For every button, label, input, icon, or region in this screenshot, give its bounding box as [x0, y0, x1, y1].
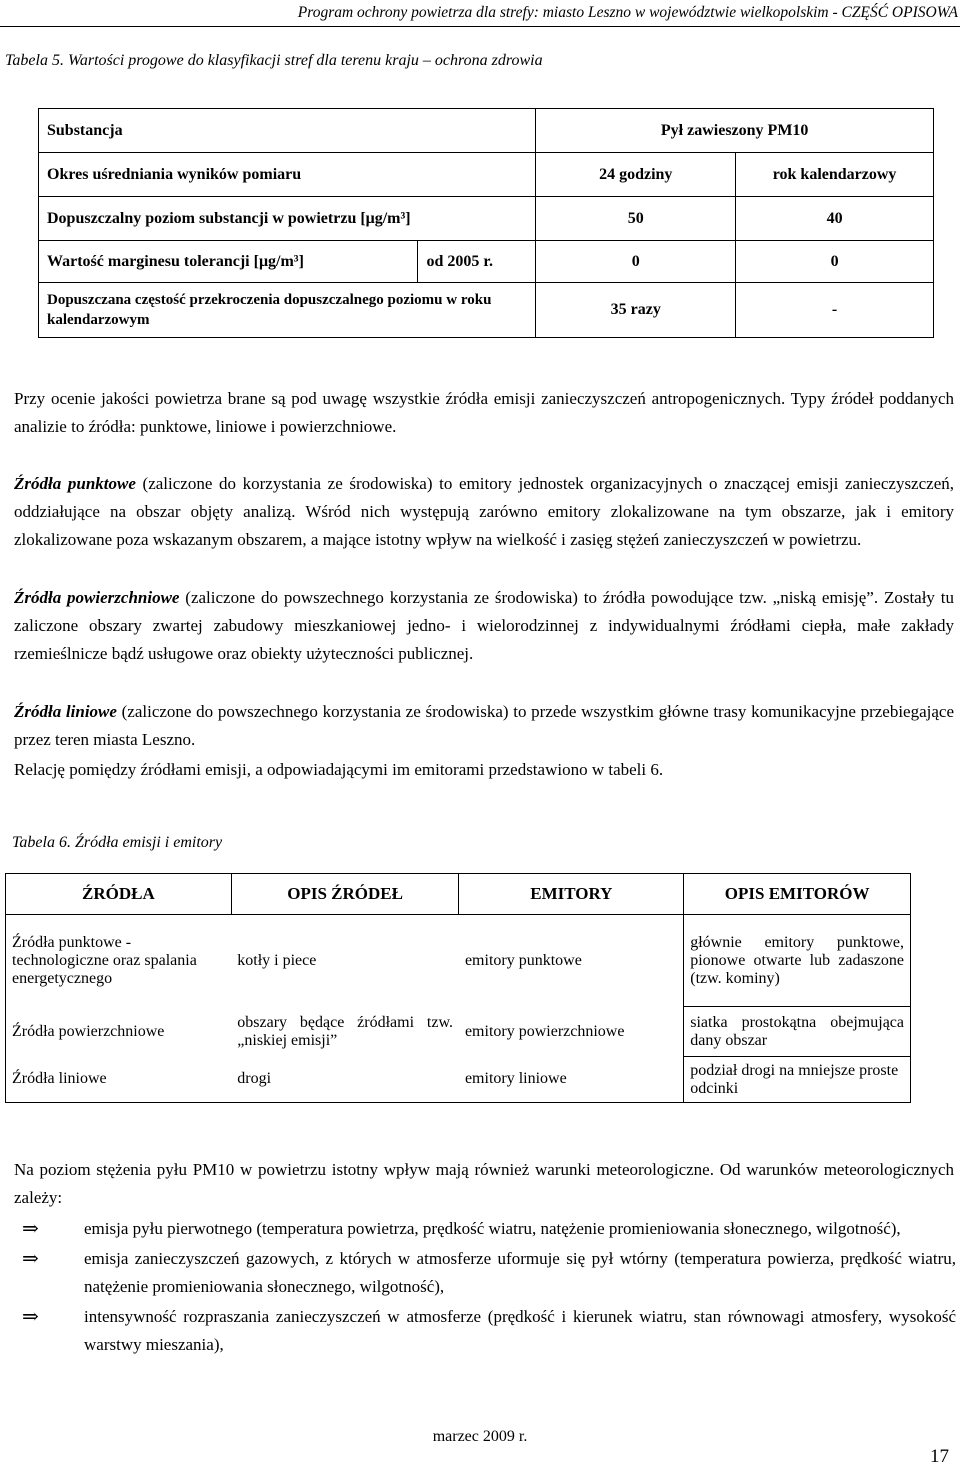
table-row — [6, 915, 911, 1007]
cell-emitter-description: głównie emitory punktowe, pionowe otwarte lub zadaszone (tzw. kominy) — [684, 915, 911, 1007]
list-item — [16, 1245, 956, 1301]
cell-source: Źródła liniowe — [6, 1057, 232, 1103]
table5-row-tolerance — [39, 241, 934, 283]
cell-source-description: drogi — [231, 1057, 459, 1103]
text-area-sources: (zaliczone do powszechnego korzystania ze środowiska) to źródła powodujące tzw. „niską emisję”. Zostały tu zaliczone obszary zwartej zabudowy mieszkaniowej jedno- i wielorodzinnej z indywidualnymi źródłami ciepła, małe zakłady rzemieślnicze bądź usługowe oraz obiekty użyteczności publicznej. — [14, 588, 954, 663]
paragraph-relation: Relację pomiędzy źródłami emisji, a odpowiadającymi im emitorami przedstawiono w tabeli 6. — [14, 760, 664, 779]
paragraph-area-sources — [14, 584, 954, 668]
table6-header-row — [6, 874, 911, 915]
page-header: Program ochrony powietrza dla strefy: miasto Leszno w województwie wielkopolskim - CZĘŚĆ OPISOWA — [297, 4, 958, 21]
list-item-text: intensywność rozpraszania zanieczyszczeń w atmosferze (prędkość i kierunek wiatru, stan równowagi atmosfery, wysokość warstwy mieszania), — [84, 1307, 956, 1354]
arrow-icon: ⇒ — [22, 1306, 39, 1328]
table5-row-averaging — [39, 153, 934, 197]
header-divider — [0, 26, 960, 27]
meteorology-list — [16, 1215, 956, 1359]
cell-substance-value: Pył zawieszony PM10 — [536, 109, 934, 153]
arrow-icon: ⇒ — [22, 1248, 39, 1270]
list-item — [16, 1303, 956, 1359]
term-point-sources: Źródła punktowe — [14, 474, 136, 493]
cell-limit-24h: 50 — [536, 197, 736, 241]
cell-emitter: emitory liniowe — [459, 1057, 684, 1103]
arrow-icon: ⇒ — [22, 1218, 39, 1240]
cell-averaging-24h: 24 godziny — [536, 153, 736, 197]
list-item — [16, 1215, 956, 1243]
cell-limit-year: 40 — [736, 197, 934, 241]
cell-source-description: kotły i piece — [237, 951, 317, 969]
cell-tolerance-24h: 0 — [536, 241, 736, 283]
table5-row-limit — [39, 197, 934, 241]
cell-source-description: obszary będące źródłami tzw. „niskiej emisji” — [237, 1013, 453, 1049]
term-line-sources: Źródła liniowe — [14, 702, 117, 721]
paragraph-line-sources — [14, 698, 954, 754]
cell-tolerance-year: 0 — [736, 241, 934, 283]
cell-emitter-description: siatka prostokątna obejmująca dany obszar — [684, 1007, 911, 1057]
paragraph-meteorology: Na poziom stężenia pyłu PM10 w powietrzu istotny wpływ mają również warunki meteorologiczne. Od warunków meteorologicznych zależy: — [14, 1160, 954, 1207]
paragraph-intro: Przy ocenie jakości powietrza brane są pod uwagę wszystkie źródła emisji zanieczyszczeń antropogenicznych. Typy źródeł poddanych analizie to źródła: punktowe, liniowe i powierzchniowe. — [14, 389, 954, 436]
cell-substance-label: Substancja — [39, 109, 536, 153]
table5-caption: Tabela 5. Wartości progowe do klasyfikacji stref dla terenu kraju – ochrona zdrowia — [5, 52, 543, 69]
term-area-sources: Źródła powierzchniowe — [14, 588, 180, 607]
list-item-text: emisja pyłu pierwotnego (temperatura powietrza, prędkość wiatru, natężenie promieniowania słonecznego, wilgotność), — [84, 1219, 901, 1238]
header-emitters: EMITORY — [459, 874, 684, 915]
paragraph-point-sources — [14, 470, 954, 554]
table-row — [6, 1007, 911, 1057]
page-number: 17 — [930, 1446, 949, 1467]
table5-row-exceedance — [39, 283, 934, 338]
cell-tolerance-label: Wartość marginesu tolerancji [μg/m³] — [39, 241, 418, 283]
cell-exceedance-label: Dopuszczana częstość przekroczenia dopuszczalnego poziomu w roku kalendarzowym — [39, 283, 536, 338]
cell-source: Źródła powierzchniowe — [6, 1007, 232, 1057]
cell-exceedance-year: - — [736, 283, 934, 338]
cell-emitter: emitory punktowe — [464, 951, 582, 969]
header-emitter-description: OPIS EMITORÓW — [684, 874, 911, 915]
table-row — [6, 1057, 911, 1103]
list-item-text: emisja zanieczyszczeń gazowych, z których w atmosferze uformuje się pył wtórny (temperatura powierza, prędkość wiatru, natężenie promieniowania słonecznego, wilgotność), — [84, 1249, 956, 1296]
sources-table — [5, 873, 911, 1103]
text-line-sources: (zaliczone do powszechnego korzystania ze środowiska) to przede wszystkim główne trasy komunikacyjne przebiegające przez teren miasta Leszno. — [14, 702, 954, 749]
table5-row-substance — [39, 109, 934, 153]
table6-caption: Tabela 6. Źródła emisji i emitory — [12, 834, 223, 851]
text-point-sources: (zaliczone do korzystania ze środowiska) to emitory jednostek organizacyjnych o znaczącej emisji zanieczyszczeń, oddziałujące na obszar objęty analizą. Wśród nich występują zarówno emitory zlokalizowane na tym obszarze, jak i emitory zlokalizowane poza wskazanym obszarem, a mające istotny wpływ na wielkość i zasięg stężeń zanieczyszczeń w powietrzu. — [14, 474, 954, 549]
header-sources: ŹRÓDŁA — [6, 874, 232, 915]
cell-limit-label: Dopuszczalny poziom substancji w powietrzu [μg/m³] — [39, 197, 536, 241]
cell-averaging-label: Okres uśredniania wyników pomiaru — [39, 153, 536, 197]
cell-source: Źródła punktowe - technologiczne oraz spalania energetycznego — [6, 915, 232, 1007]
cell-averaging-year: rok kalendarzowy — [736, 153, 934, 197]
cell-emitter-description: podział drogi na mniejsze proste odcinki — [684, 1057, 911, 1103]
header-source-description: OPIS ŹRÓDEŁ — [231, 874, 459, 915]
cell-emitter: emitory powierzchniowe — [464, 1022, 625, 1040]
cell-tolerance-since: od 2005 r. — [418, 241, 536, 283]
cell-exceedance-24h: 35 razy — [536, 283, 736, 338]
threshold-table — [38, 108, 934, 338]
footer-date: marzec 2009 r. — [432, 1428, 528, 1445]
